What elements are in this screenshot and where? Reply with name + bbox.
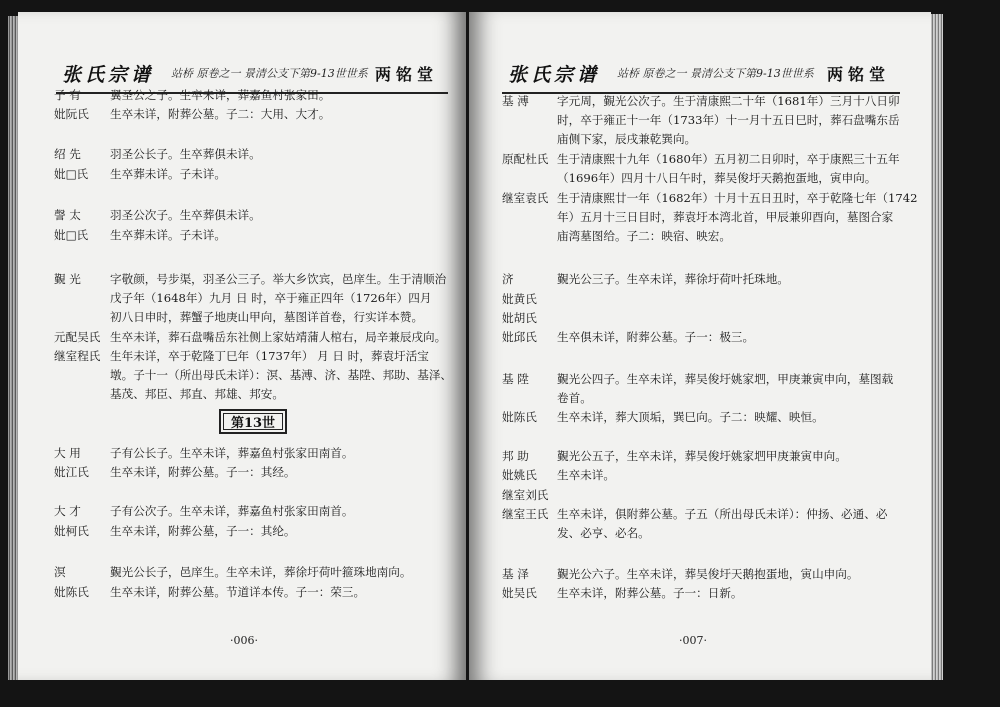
person-name: 大 用 (54, 446, 81, 460)
entry-text: 时，卒于雍正十一年（1733年）十一月十五日巳时，葬石盘嘴东岳 (557, 113, 900, 127)
person-name: 济 (502, 272, 514, 286)
right-page (469, 12, 931, 680)
entry-text: 基茂、邦臣、邦直、邦雄、邦安。 (110, 387, 284, 401)
entry-text: 覲光公长子，邑庠生。生卒未详，葬徐圩荷叶箍珠地南向。 (110, 565, 412, 579)
entry-text: 初八日申时，葬蟹子地庚山甲向，墓图详首卷，行实详本赞。 (110, 310, 424, 324)
entry-text: 生卒未详，俱附葬公墓。子五（所出母氏未详）：仲扬、必通、必 (557, 507, 888, 521)
entry-text: 生卒未详，附葬公墓，子一：其纶。 (110, 524, 296, 538)
entry-text: 卷首。 (557, 391, 592, 405)
left-page (18, 12, 466, 680)
volume-subtitle: 站桥 原卷之一 景清公支下第9-13世世系 (171, 67, 368, 80)
person-name: 基 泽 (502, 567, 529, 581)
entry-text: 生卒葬未详。子未详。 (110, 228, 226, 242)
person-name: 覲 光 (54, 272, 81, 286)
entry-text: 覲光公六子。生卒未详，葬吴俊圩天鹅抱蛋地，寅山申向。 (557, 567, 859, 581)
person-name: 继室王氏 (502, 507, 549, 521)
entry-text: 戊子年（1648年）九月 日 时，卒于雍正四年（1726年）四月 (110, 291, 432, 305)
person-name: 邦 助 (502, 449, 529, 463)
entry-text: 子有公长子。生卒未详，葬嘉鱼村张家田南首。 (110, 446, 354, 460)
page-number-left: ·006· (230, 634, 258, 647)
entry-text: 羽圣公长子。生卒葬俱未详。 (110, 147, 261, 161)
person-name: 妣吴氏 (502, 586, 537, 600)
entry-text: 覲光公四子。生卒未详，葬吴俊圩姚家垇，甲庚兼寅申向，墓图载 (557, 372, 894, 386)
entry-text: 生卒未详，附葬公墓。子二：大用、大才。 (110, 107, 331, 121)
entry-text: 庙侧下家，辰戌兼乾巽向。 (557, 132, 697, 146)
generation-label: 第13世 (230, 416, 276, 431)
person-name: 绍 先 (54, 147, 81, 161)
entry-text: 庙湾墓图给。子二：映宿、映宏。 (557, 229, 731, 243)
person-name: 妣陈氏 (54, 585, 89, 599)
entry-text: 发、必亨、必名。 (557, 526, 650, 540)
hall-name: 两铭堂 (826, 65, 890, 84)
entry-text: 墩。子十一（所出母氏未详）：溟、基溥、济、基陞、邦助、基泽、 (110, 368, 453, 382)
generation-heading (219, 409, 287, 434)
entry-text: 生于清康熙十九年（1680年）五月初二日卯时，卒于康熙三十五年 (557, 152, 900, 166)
entry-text: 生卒未详，葬大顶垢，巽巳向。子二：映耀、映恒。 (557, 410, 824, 424)
entry-text: 生卒葬未详。子未详。 (110, 167, 226, 181)
person-name: 大 才 (54, 504, 81, 518)
genealogy-title: 张氏宗谱 (508, 64, 601, 86)
person-name: 妣黄氏 (502, 292, 537, 306)
page-number-right: ·007· (679, 634, 707, 647)
person-name: 继室袁氏 (502, 191, 549, 205)
entry-text: （1696年）四月十八日午时，葬吴俊圩天鹅抱蛋地，寅申向。 (557, 171, 877, 185)
person-name: 元配吴氏 (54, 330, 101, 344)
entry-text: 生卒俱未详，附葬公墓。子一：极三。 (557, 330, 755, 344)
entry-text: 生卒未详，附葬公墓。子一：日新。 (557, 586, 743, 600)
person-name: 妣胡氏 (502, 311, 537, 325)
person-name: 謦 太 (54, 208, 81, 222)
person-name: 妣□氏 (54, 228, 89, 242)
volume-subtitle: 站桥 原卷之一 景清公支下第9-13世世系 (617, 67, 814, 80)
person-name: 妣邱氏 (502, 330, 537, 344)
entry-text: 生卒未详，葬石盘嘴岳东社侧上家姑靖蒲人棺右，局辛兼辰戌向。 (110, 330, 447, 344)
person-name: 妣江氏 (54, 465, 89, 479)
entry-text: 年）五月十三日目时，葬袁圩本湾北首，甲辰兼卯酉向，墓图合家 (557, 210, 894, 224)
genealogy-title: 张氏宗谱 (62, 64, 155, 86)
person-name: 子 有 (54, 88, 81, 102)
page-edge-right (931, 14, 943, 680)
entry-text: 羽圣公次子。生卒葬俱未详。 (110, 208, 261, 222)
right-page-header (502, 56, 900, 94)
page-edge-left (8, 16, 18, 680)
person-name: 原配杜氏 (502, 152, 549, 166)
entry-text: 子有公次子。生卒未详，葬嘉鱼村张家田南首。 (110, 504, 354, 518)
entry-text: 生卒未详。 (557, 468, 615, 482)
person-name: 基 溥 (502, 94, 529, 108)
person-name: 溟 (54, 565, 66, 579)
entry-text: 覲光公五子，生卒未详，葬吴俊圩姚家垇甲庚兼寅申向。 (557, 449, 847, 463)
hall-name: 两铭堂 (374, 65, 438, 84)
entry-text: 覲光公三子。生卒未详，葬徐圩荷叶托珠地。 (557, 272, 789, 286)
entry-text: 字敬颜，号步渠，羽圣公三子。举大乡饮宾，邑庠生。生于清顺治 (110, 272, 447, 286)
person-name: 妣□氏 (54, 167, 89, 181)
person-name: 妣阮氏 (54, 107, 89, 121)
person-name: 继室程氏 (54, 349, 101, 363)
entry-text: 生卒未详，附葬公墓。节道详本传。子一：荣三。 (110, 585, 366, 599)
entry-text: 翼圣公之子。生卒未详，葬嘉鱼村张家田。 (110, 88, 331, 102)
entry-text: 生卒未详，附葬公墓。子一：其经。 (110, 465, 296, 479)
person-name: 基 陞 (502, 372, 529, 386)
person-name: 继室刘氏 (502, 488, 549, 502)
person-name: 妣柯氏 (54, 524, 89, 538)
person-name: 妣姚氏 (502, 468, 537, 482)
entry-text: 生于清康熙廿一年（1682年）十月十五日丑时，卒于乾隆七年（1742 (557, 191, 918, 205)
person-name: 妣陈氏 (502, 410, 537, 424)
entry-text: 字元周，覲光公次子。生于清康熙二十年（1681年）三月十八日卯 (557, 94, 900, 108)
entry-text: 生年未详，卒于乾隆丁巳年（1737年） 月 日 时，葬袁圩活宝 (110, 349, 429, 363)
